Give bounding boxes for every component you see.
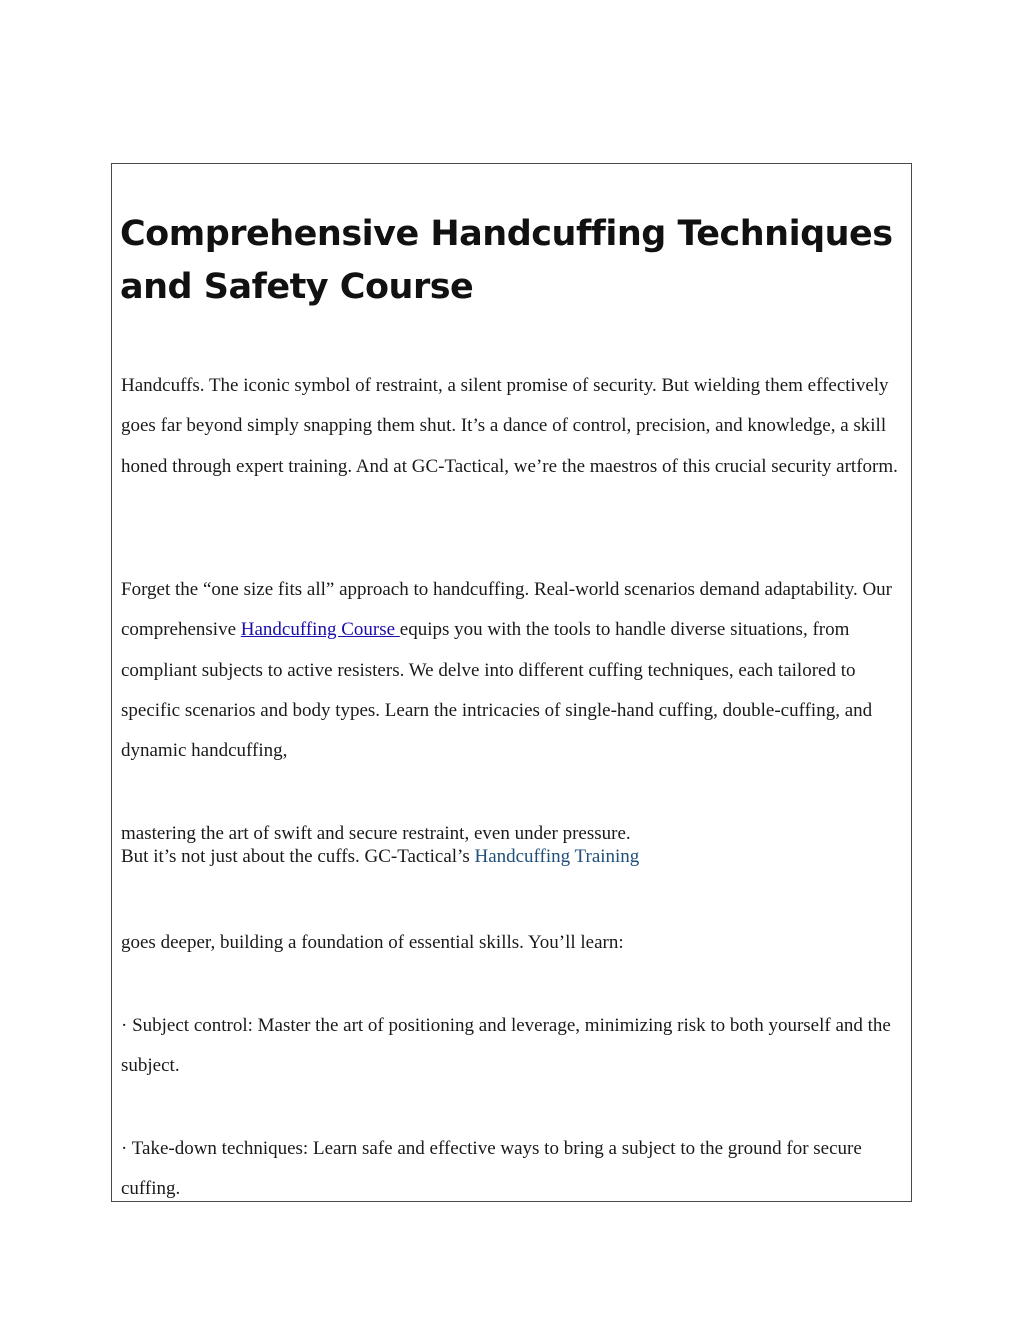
page-title: Comprehensive Handcuffing Techniques and Safety Course (120, 214, 893, 307)
training-line-1: mastering the art of swift and secure restraint, even under pressure. (121, 823, 631, 844)
handcuffing-course-link[interactable]: Handcuffing Course (240, 619, 400, 641)
training-line-2: But it’s not just about the cuffs. GC-Tactical’s (121, 846, 475, 867)
course-paragraph (121, 570, 911, 771)
handcuffing-training-link[interactable]: Handcuffing Training (474, 846, 640, 867)
skills-intro-paragraph (121, 923, 911, 963)
bullet-subject-control: · Subject control: Master the art of positioning and leverage, minimizing risk to both yourself and the subject. (121, 1015, 891, 1077)
course-paragraph-text-after: equips you with the tools to handle diverse situations, from compliant subjects to active resisters. We delve into different cuffing techniques, each tailored to specific scenarios and body types. Learn the intricacies of single-hand cuffing, double-cuffing, and dynamic handcuffing, (121, 619, 873, 762)
skills-intro-text: goes deeper, building a foundation of essential skills. You’ll learn: (121, 932, 624, 953)
bullet-take-down: · Take-down techniques: Learn safe and effective ways to bring a subject to the ground for secure cuffing. (121, 1138, 862, 1200)
course-paragraph-text-before: Forget the “one size fits all” approach to handcuffing. Real-world scenarios demand adaptability. Our comprehensive (121, 579, 893, 641)
intro-paragraph: Handcuffs. The iconic symbol of restraint, a silent promise of security. But wielding them effectively goes far beyond simply snapping them shut. It’s a dance of control, precision, and knowledge, a skill honed through expert training. And at GC-Tactical, we’re the maestros of this crucial security artform. (121, 375, 898, 477)
training-paragraph (121, 822, 911, 868)
